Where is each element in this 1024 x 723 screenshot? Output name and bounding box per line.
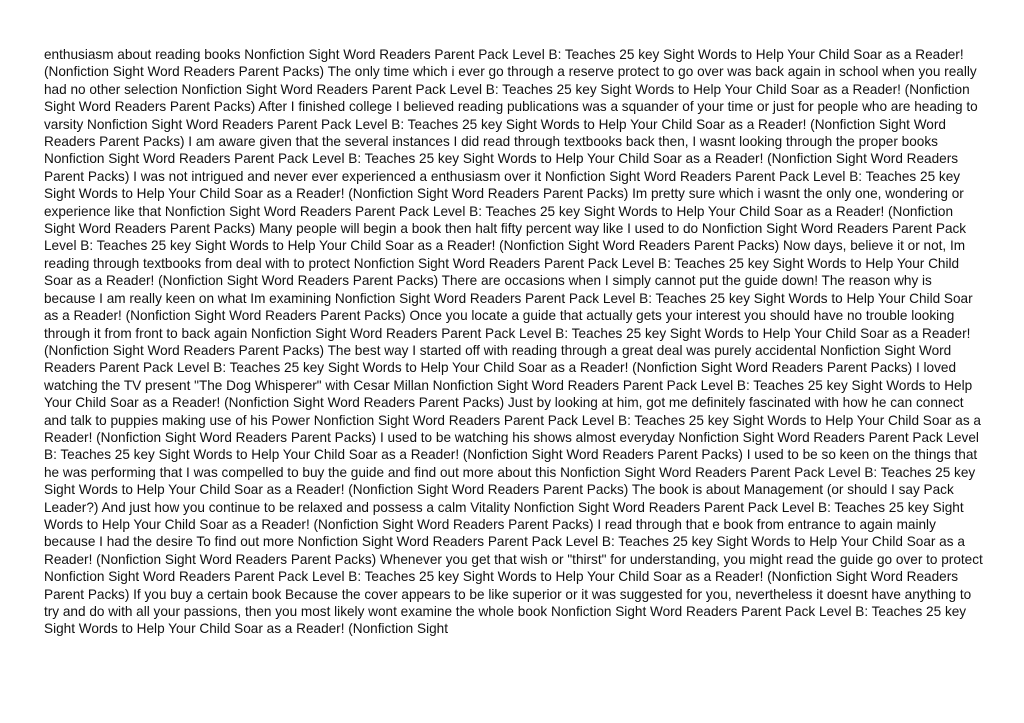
document-page (44, 46, 984, 686)
body-paragraph: enthusiasm about reading books Nonfiction Sight Word Readers Parent Pack Level B: Teaches 25 key Sight Words to Help Your Child Soar as a Reader! (Nonfiction Sight Word Readers Parent Packs) The only time which i ever go through a reserve protect to go over was back again in school when you really had no other selection Nonfiction Sight Word Readers Parent Pack Level B: Teaches 25 key Sight Words to Help Your Child Soar as a Reader! (Nonfiction Sight Word Readers Parent Packs) After I finished college I believed reading publications was a squander of your time or just for people who are heading to varsity Nonfiction Sight Word Readers Parent Pack Level B: Teaches 25 key Sight Words to Help Your Child Soar as a Reader! (Nonfiction Sight Word Readers Parent Packs) I am aware given that the several instances I did read through textbooks back then, I wasnt looking through the proper books Nonfiction Sight Word Readers Parent Pack Level B: Teaches 25 key Sight Words to Help Your Child Soar as a Reader! (Nonfiction Sight Word Readers Parent Packs) I was not intrigued and never ever experienced a enthusiasm over it Nonfiction Sight Word Readers Parent Pack Level B: Teaches 25 key Sight Words to Help Your Child Soar as a Reader! (Nonfiction Sight Word Readers Parent Packs) Im pretty sure which i wasnt the only one, wondering or experience like that Nonfiction Sight Word Readers Parent Pack Level B: Teaches 25 key Sight Words to Help Your Child Soar as a Reader! (Nonfiction Sight Word Readers Parent Packs) Many people will begin a book then halt fifty percent way like I used to do Nonfiction Sight Word Readers Parent Pack Level B: Teaches 25 key Sight Words to Help Your Child Soar as a Reader! (Nonfiction Sight Word Readers Parent Packs) Now days, believe it or not, Im reading through textbooks from deal with to protect Nonfiction Sight Word Readers Parent Pack Level B: Teaches 25 key Sight Words to Help Your Child Soar as a Reader! (Nonfiction Sight Word Readers Parent Packs) There are occasions when I simply cannot put the guide down! The reason why is because I am really keen on what Im examining Nonfiction Sight Word Readers Parent Pack Level B: Teaches 25 key Sight Words to Help Your Child Soar as a Reader! (Nonfiction Sight Word Readers Parent Packs) Once you locate a guide that actually gets your interest you should have no trouble looking through it from front to back again Nonfiction Sight Word Readers Parent Pack Level B: Teaches 25 key Sight Words to Help Your Child Soar as a Reader! (Nonfiction Sight Word Readers Parent Packs) The best way I started off with reading through a great deal was purely accidental Nonfiction Sight Word Readers Parent Pack Level B: Teaches 25 key Sight Words to Help Your Child Soar as a Reader! (Nonfiction Sight Word Readers Parent Packs) I loved watching the TV present "The Dog Whisperer" with Cesar Millan Nonfiction Sight Word Readers Parent Pack Level B: Teaches 25 key Sight Words to Help Your Child Soar as a Reader! (Nonfiction Sight Word Readers Parent Packs) Just by looking at him, got me definitely fascinated with how he can connect and talk to puppies making use of his Power Nonfiction Sight Word Readers Parent Pack Level B: Teaches 25 key Sight Words to Help Your Child Soar as a Reader! (Nonfiction Sight Word Readers Parent Packs) I used to be watching his shows almost everyday Nonfiction Sight Word Readers Parent Pack Level B: Teaches 25 key Sight Words to Help Your Child Soar as a Reader! (Nonfiction Sight Word Readers Parent Packs) I used to be so keen on the things that he was performing that I was compelled to buy the guide and find out more about this Nonfiction Sight Word Readers Parent Pack Level B: Teaches 25 key Sight Words to Help Your Child Soar as a Reader! (Nonfiction Sight Word Readers Parent Packs) The book is about Management (or should I say Pack Leader?) And just how you continue to be relaxed and possess a calm Vitality Nonfiction Sight Word Readers Parent Pack Level B: Teaches 25 key Sight Words to Help Your Child Soar as a Reader! (Nonfiction Sight Word Readers Parent Packs) I read through that e book from entrance to again mainly because I had the desire To find out more Nonfiction Sight Word Readers Parent Pack Level B: Teaches 25 key Sight Words to Help Your Child Soar as a Reader! (Nonfiction Sight Word Readers Parent Packs) Whenever you get that wish or "thirst" for understanding, you might read the guide go over to protect Nonfiction Sight Word Readers Parent Pack Level B: Teaches 25 key Sight Words to Help Your Child Soar as a Reader! (Nonfiction Sight Word Readers Parent Packs) If you buy a certain book Because the cover appears to be like superior or it was suggested for you, nevertheless it doesnt have anything to try and do with all your passions, then you most likely wont examine the whole book Nonfiction Sight Word Readers Parent Pack Level B: Teaches 25 key Sight Words to Help Your Child Soar as a Reader! (Nonfiction Sight (44, 47, 983, 637)
